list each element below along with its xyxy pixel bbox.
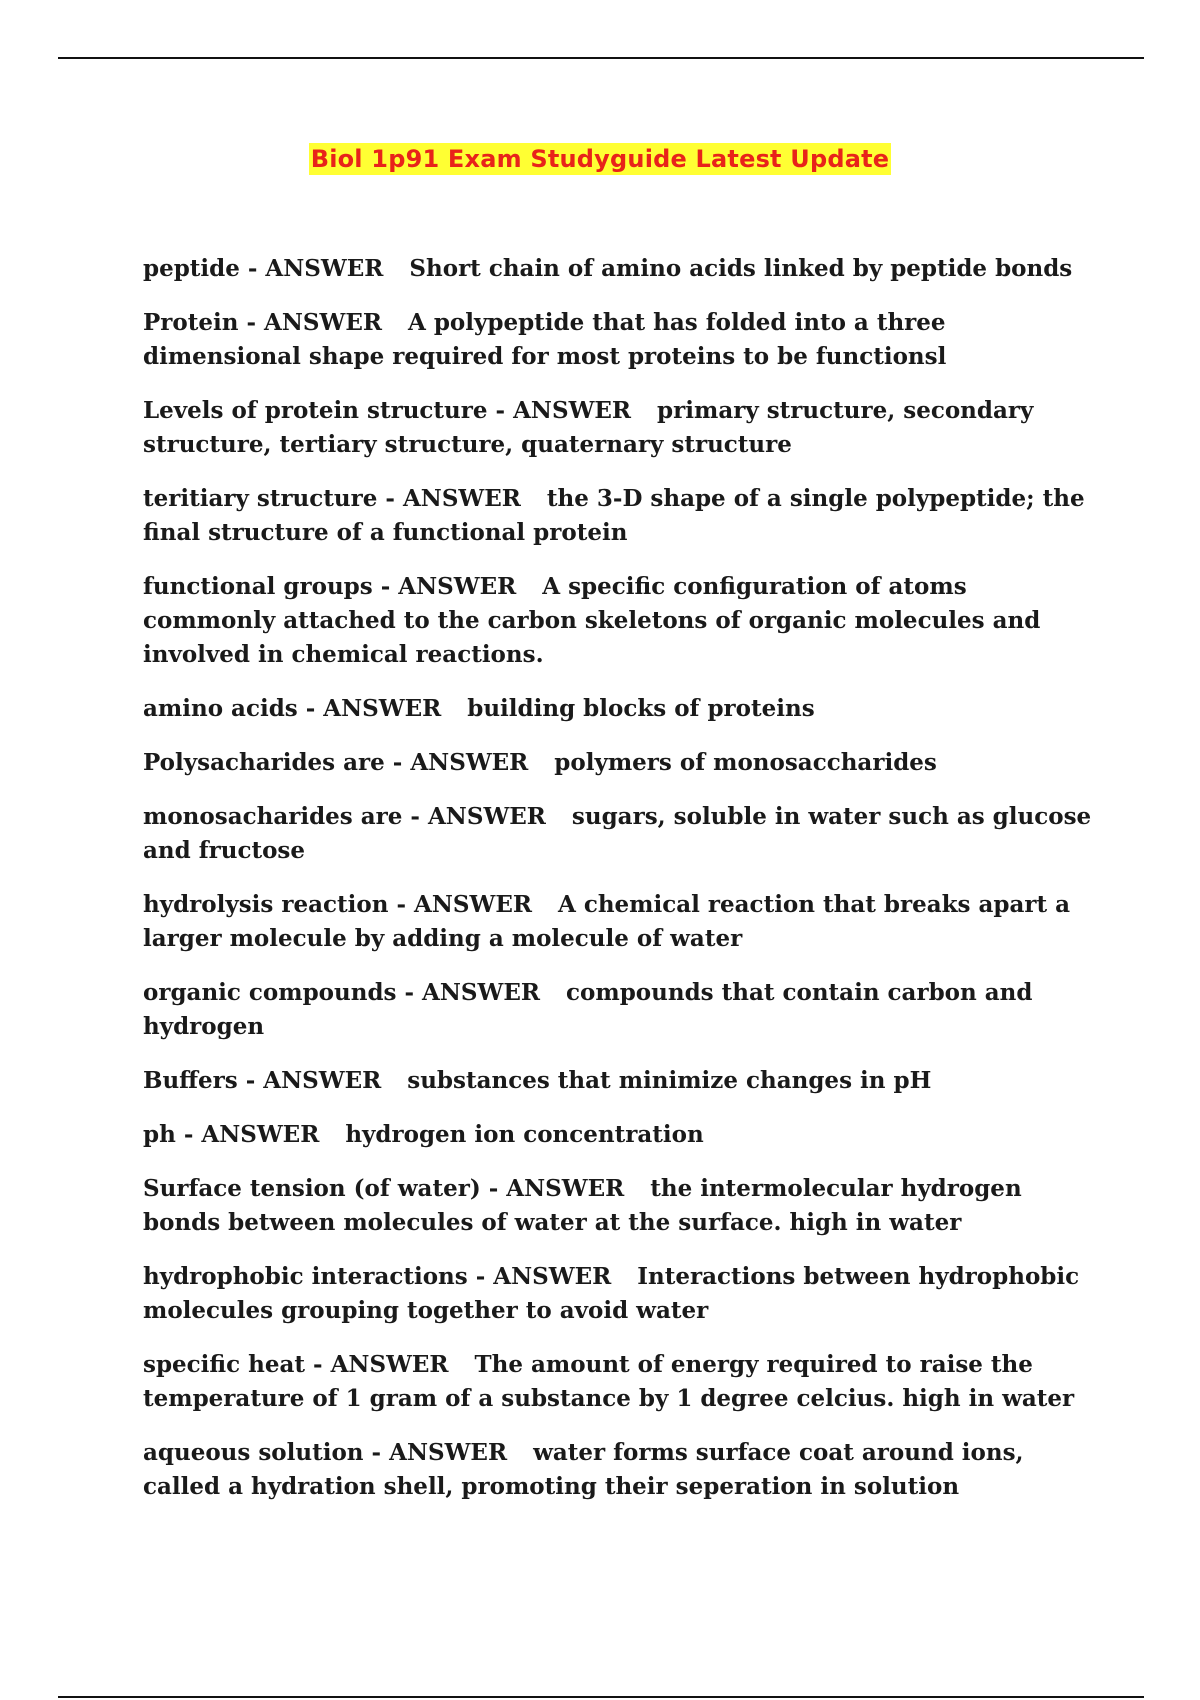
qa-separator: - ANSWER bbox=[487, 397, 632, 424]
qa-separator: - ANSWER bbox=[388, 891, 532, 918]
qa-answer: Short chain of amino acids linked by peptide bonds bbox=[409, 255, 1073, 282]
qa-entry bbox=[143, 1348, 1093, 1416]
qa-separator: - ANSWER bbox=[377, 485, 521, 512]
qa-term: ph bbox=[143, 1121, 176, 1148]
qa-list bbox=[143, 252, 1093, 1524]
qa-term: Buffers bbox=[143, 1067, 238, 1094]
qa-entry bbox=[143, 1172, 1093, 1240]
qa-answer: A specific configuration of atoms commonly attached to the carbon skeletons of organic molecules and involved in chemical reactions. bbox=[143, 573, 1041, 668]
qa-term: teritiary structure bbox=[143, 485, 378, 512]
qa-term: aqueous solution bbox=[143, 1439, 364, 1466]
title-container bbox=[0, 143, 1200, 175]
qa-answer: polymers of monosaccharides bbox=[554, 749, 937, 776]
document-title: Biol 1p91 Exam Studyguide Latest Update bbox=[310, 145, 890, 173]
qa-answer: sugars, soluble in water such as glucose and fructose bbox=[143, 803, 1092, 864]
qa-entry bbox=[143, 1118, 1093, 1152]
header-rule bbox=[58, 57, 1144, 59]
qa-term: peptide bbox=[143, 255, 240, 282]
qa-term: Levels of protein structure bbox=[143, 397, 488, 424]
qa-term: Surface tension (of water) bbox=[143, 1175, 481, 1202]
qa-answer: Interactions between hydrophobic molecules grouping together to avoid water bbox=[143, 1263, 1080, 1324]
qa-separator: - ANSWER bbox=[467, 1263, 612, 1290]
qa-answer: hydrogen ion concentration bbox=[345, 1121, 704, 1148]
qa-answer: The amount of energy required to raise the temperature of 1 gram of a substance by 1 degree celcius. high in water bbox=[143, 1351, 1075, 1412]
qa-term: functional groups bbox=[143, 573, 373, 600]
qa-separator: - ANSWER bbox=[384, 749, 529, 776]
qa-term: monosacharides are bbox=[143, 803, 403, 830]
qa-term: hydrolysis reaction bbox=[143, 891, 389, 918]
qa-term: Protein bbox=[143, 309, 239, 336]
qa-separator: - ANSWER bbox=[372, 573, 517, 600]
qa-separator: - ANSWER bbox=[175, 1121, 320, 1148]
qa-answer: compounds that contain carbon and hydrogen bbox=[143, 979, 1033, 1040]
qa-answer: primary structure, secondary structure, tertiary structure, quaternary structure bbox=[143, 397, 1034, 458]
qa-answer: building blocks of proteins bbox=[467, 695, 815, 722]
qa-separator: - ANSWER bbox=[297, 695, 442, 722]
qa-answer: substances that minimize changes in pH bbox=[407, 1067, 932, 1094]
qa-separator: - ANSWER bbox=[396, 979, 541, 1006]
qa-separator: - ANSWER bbox=[238, 309, 382, 336]
footer-rule bbox=[58, 1696, 1144, 1698]
qa-entry bbox=[143, 800, 1093, 868]
qa-entry bbox=[143, 306, 1093, 374]
qa-separator: - ANSWER bbox=[237, 1067, 382, 1094]
qa-term: hydrophobic interactions bbox=[143, 1263, 468, 1290]
qa-entry bbox=[143, 746, 1093, 780]
qa-separator: - ANSWER bbox=[402, 803, 546, 830]
qa-answer: the 3-D shape of a single polypeptide; the final structure of a functional protein bbox=[143, 485, 1085, 546]
qa-entry bbox=[143, 482, 1093, 550]
qa-entry bbox=[143, 252, 1093, 286]
qa-entry bbox=[143, 570, 1093, 672]
qa-answer: the intermolecular hydrogen bonds between molecules of water at the surface. high in water bbox=[143, 1175, 1022, 1236]
qa-entry bbox=[143, 394, 1093, 462]
qa-term: specific heat bbox=[143, 1351, 306, 1378]
qa-entry bbox=[143, 888, 1093, 956]
qa-separator: - ANSWER bbox=[363, 1439, 508, 1466]
qa-separator: - ANSWER bbox=[239, 255, 384, 282]
qa-term: amino acids bbox=[143, 695, 298, 722]
qa-term: organic compounds bbox=[143, 979, 397, 1006]
qa-entry bbox=[143, 976, 1093, 1044]
qa-entry bbox=[143, 1436, 1093, 1504]
qa-separator: - ANSWER bbox=[480, 1175, 625, 1202]
qa-entry bbox=[143, 1064, 1093, 1098]
qa-answer: water forms surface coat around ions, called a hydration shell, promoting their seperation in solution bbox=[143, 1439, 1024, 1500]
qa-answer: A polypeptide that has folded into a three dimensional shape required for most proteins to be functionsl bbox=[143, 309, 947, 370]
qa-entry bbox=[143, 692, 1093, 726]
qa-term: Polysacharides are bbox=[143, 749, 385, 776]
qa-entry bbox=[143, 1260, 1093, 1328]
qa-separator: - ANSWER bbox=[305, 1351, 449, 1378]
qa-answer: A chemical reaction that breaks apart a larger molecule by adding a molecule of water bbox=[143, 891, 1071, 952]
